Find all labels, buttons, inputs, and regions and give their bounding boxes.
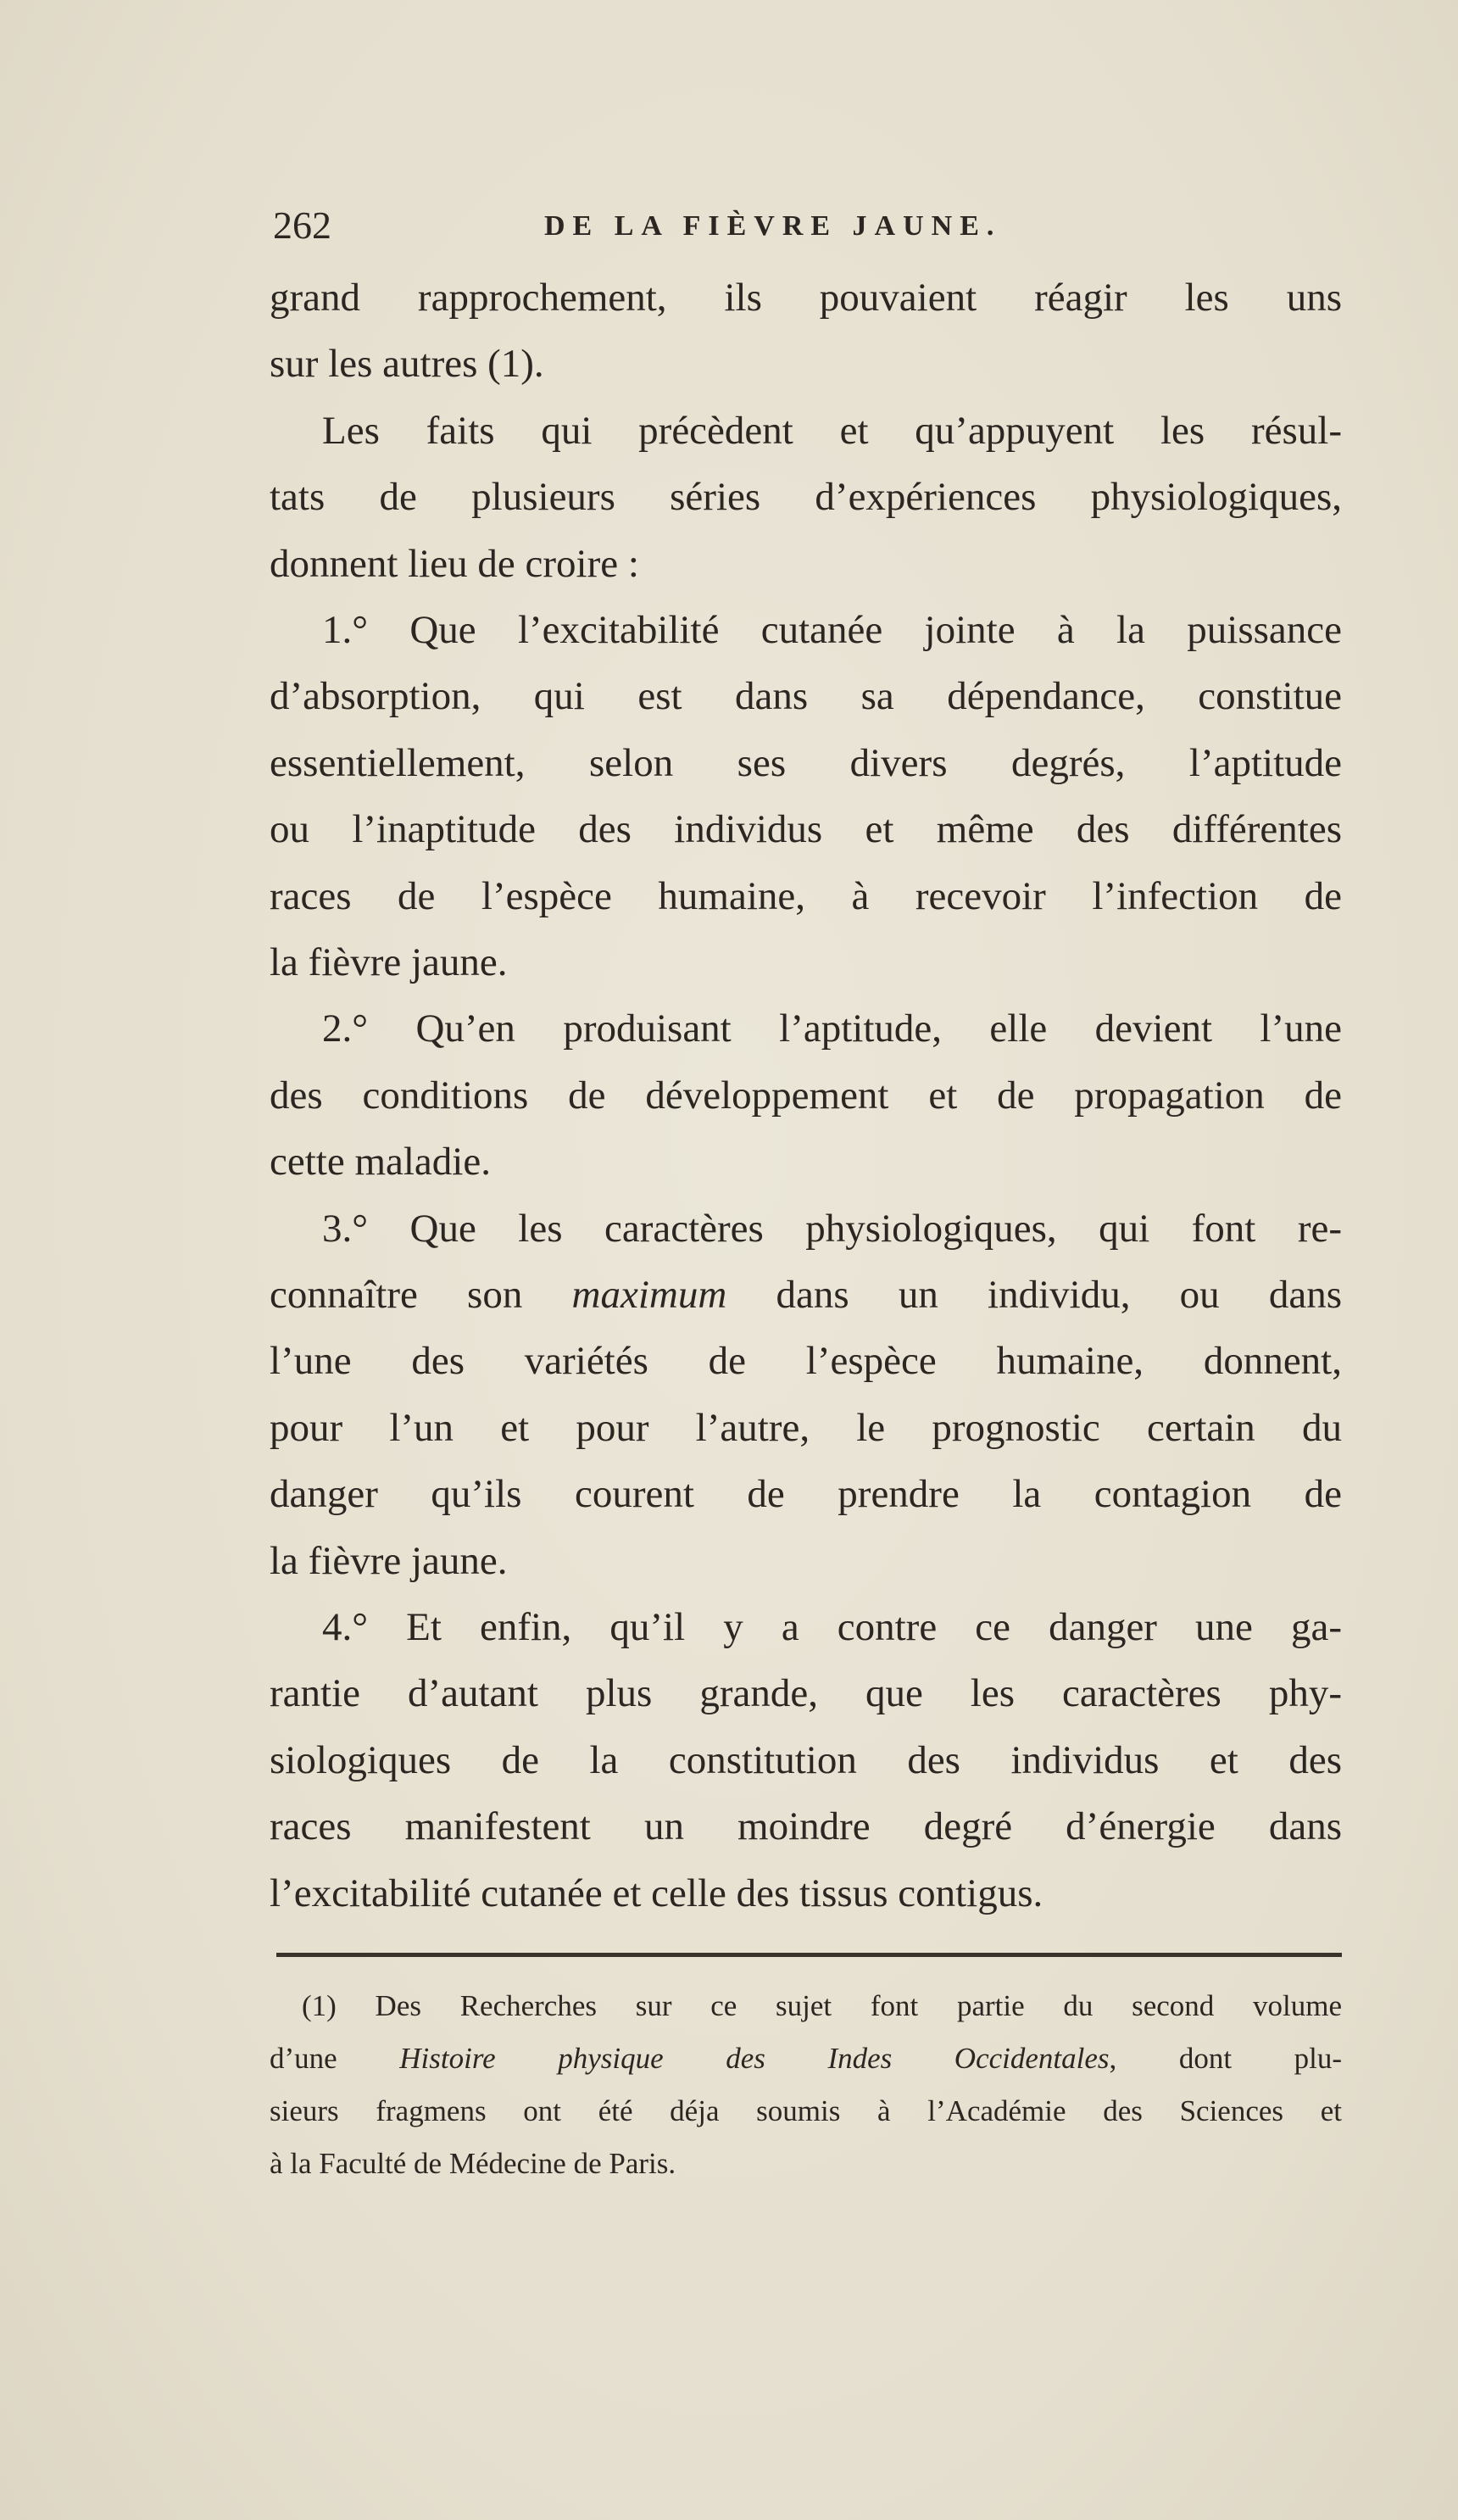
text-line <box>270 796 1342 862</box>
text-segment: sieurs fragmens ont été déja soumis à l’Académie des Sciences et <box>270 2094 1342 2127</box>
text-segment: des conditions de développement et de propagation de <box>270 1073 1342 1118</box>
footnote-line <box>270 2032 1342 2085</box>
text-line <box>270 464 1342 530</box>
text-line <box>270 1660 1342 1726</box>
text-segment: races manifestent un moindre degré d’énergie dans <box>270 1804 1342 1849</box>
text-segment: grand rapprochement, ils pouvaient réagir les uns <box>270 276 1342 320</box>
text-line <box>270 1793 1342 1859</box>
text-segment: races de l’espèce humaine, à recevoir l’infection de <box>270 873 1342 918</box>
text-line <box>270 730 1342 796</box>
text-segment: tats de plusieurs séries d’expériences physiologiques, <box>270 475 1342 520</box>
text-segment: sur les autres (1). <box>270 342 544 387</box>
text-line <box>270 1860 1342 1926</box>
text-line <box>270 1461 1342 1527</box>
text-segment: donnent lieu de croire : <box>270 541 639 586</box>
text-segment: d’une <box>270 2042 400 2075</box>
text-line <box>270 1395 1342 1461</box>
footnote-line <box>270 2138 1342 2190</box>
text-segment: connaître son <box>270 1273 572 1317</box>
text-segment: dans un individu, ou dans <box>726 1273 1343 1317</box>
text-line <box>270 863 1342 929</box>
text-line <box>270 1328 1342 1394</box>
text-line <box>270 1528 1342 1594</box>
text-segment: l’excitabilité cutanée et celle des tissus contigus. <box>270 1870 1043 1915</box>
text-segment: Les faits qui précèdent et qu’appuyent les résul- <box>322 408 1342 453</box>
text-line <box>270 531 1342 597</box>
running-title: DE LA FIÈVRE JAUNE. <box>544 210 1002 242</box>
text-line <box>322 398 1342 464</box>
text-segment: siologiques de la constitution des individus et des <box>270 1737 1342 1782</box>
text-segment: 4.° Et enfin, qu’il y a contre ce danger une ga- <box>322 1605 1342 1649</box>
text-line <box>322 597 1342 663</box>
text-line <box>270 1727 1342 1793</box>
text-segment: 3.° Que les caractères physiologiques, qui font re- <box>322 1206 1342 1251</box>
text-segment: pour l’un et pour l’autre, le prognostic certain du <box>270 1405 1342 1450</box>
text-segment: (1) Des Recherches sur ce sujet font partie du second volume <box>302 1989 1342 2022</box>
text-segment: la fièvre jaune. <box>270 1538 508 1583</box>
text-segment: ou l’inaptitude des individus et même des différentes <box>270 807 1342 852</box>
text-segment: l’une des variétés de l’espèce humaine, donnent, <box>270 1339 1342 1384</box>
footnote-line <box>270 2085 1342 2138</box>
italic-text: maximum <box>571 1273 727 1317</box>
text-segment: essentiellement, selon ses divers degrés, l’aptitude <box>270 740 1342 785</box>
text-line <box>270 331 1342 397</box>
text-segment: d’absorption, qui est dans sa dépendance, constitue <box>270 674 1342 719</box>
footnote-line <box>302 1980 1342 2032</box>
text-segment: 1.° Que l’excitabilité cutanée jointe à la puissance <box>322 608 1342 652</box>
text-segment: cette maladie. <box>270 1140 491 1185</box>
text-line <box>270 1062 1342 1129</box>
text-line <box>270 929 1342 995</box>
text-line <box>322 995 1342 1062</box>
text-line <box>270 265 1342 331</box>
text-segment: la fièvre jaune. <box>270 940 508 984</box>
text-line <box>270 1129 1342 1195</box>
footnote-divider <box>276 1953 1342 1957</box>
page-number: 262 <box>273 203 331 247</box>
text-line <box>270 1262 1342 1328</box>
text-segment: , dont plu- <box>1109 2042 1343 2075</box>
text-segment: rantie d’autant plus grande, que les caractères phy- <box>270 1671 1342 1716</box>
text-line <box>322 1594 1342 1660</box>
text-segment: 2.° Qu’en produisant l’aptitude, elle devient l’une <box>322 1006 1342 1051</box>
italic-text: Histoire physique des Indes Occidentales <box>399 2042 1110 2075</box>
text-segment: à la Faculté de Médecine de Paris. <box>270 2147 676 2180</box>
text-line <box>322 1196 1342 1262</box>
text-line <box>270 663 1342 729</box>
text-segment: danger qu’ils courent de prendre la contagion de <box>270 1472 1342 1517</box>
